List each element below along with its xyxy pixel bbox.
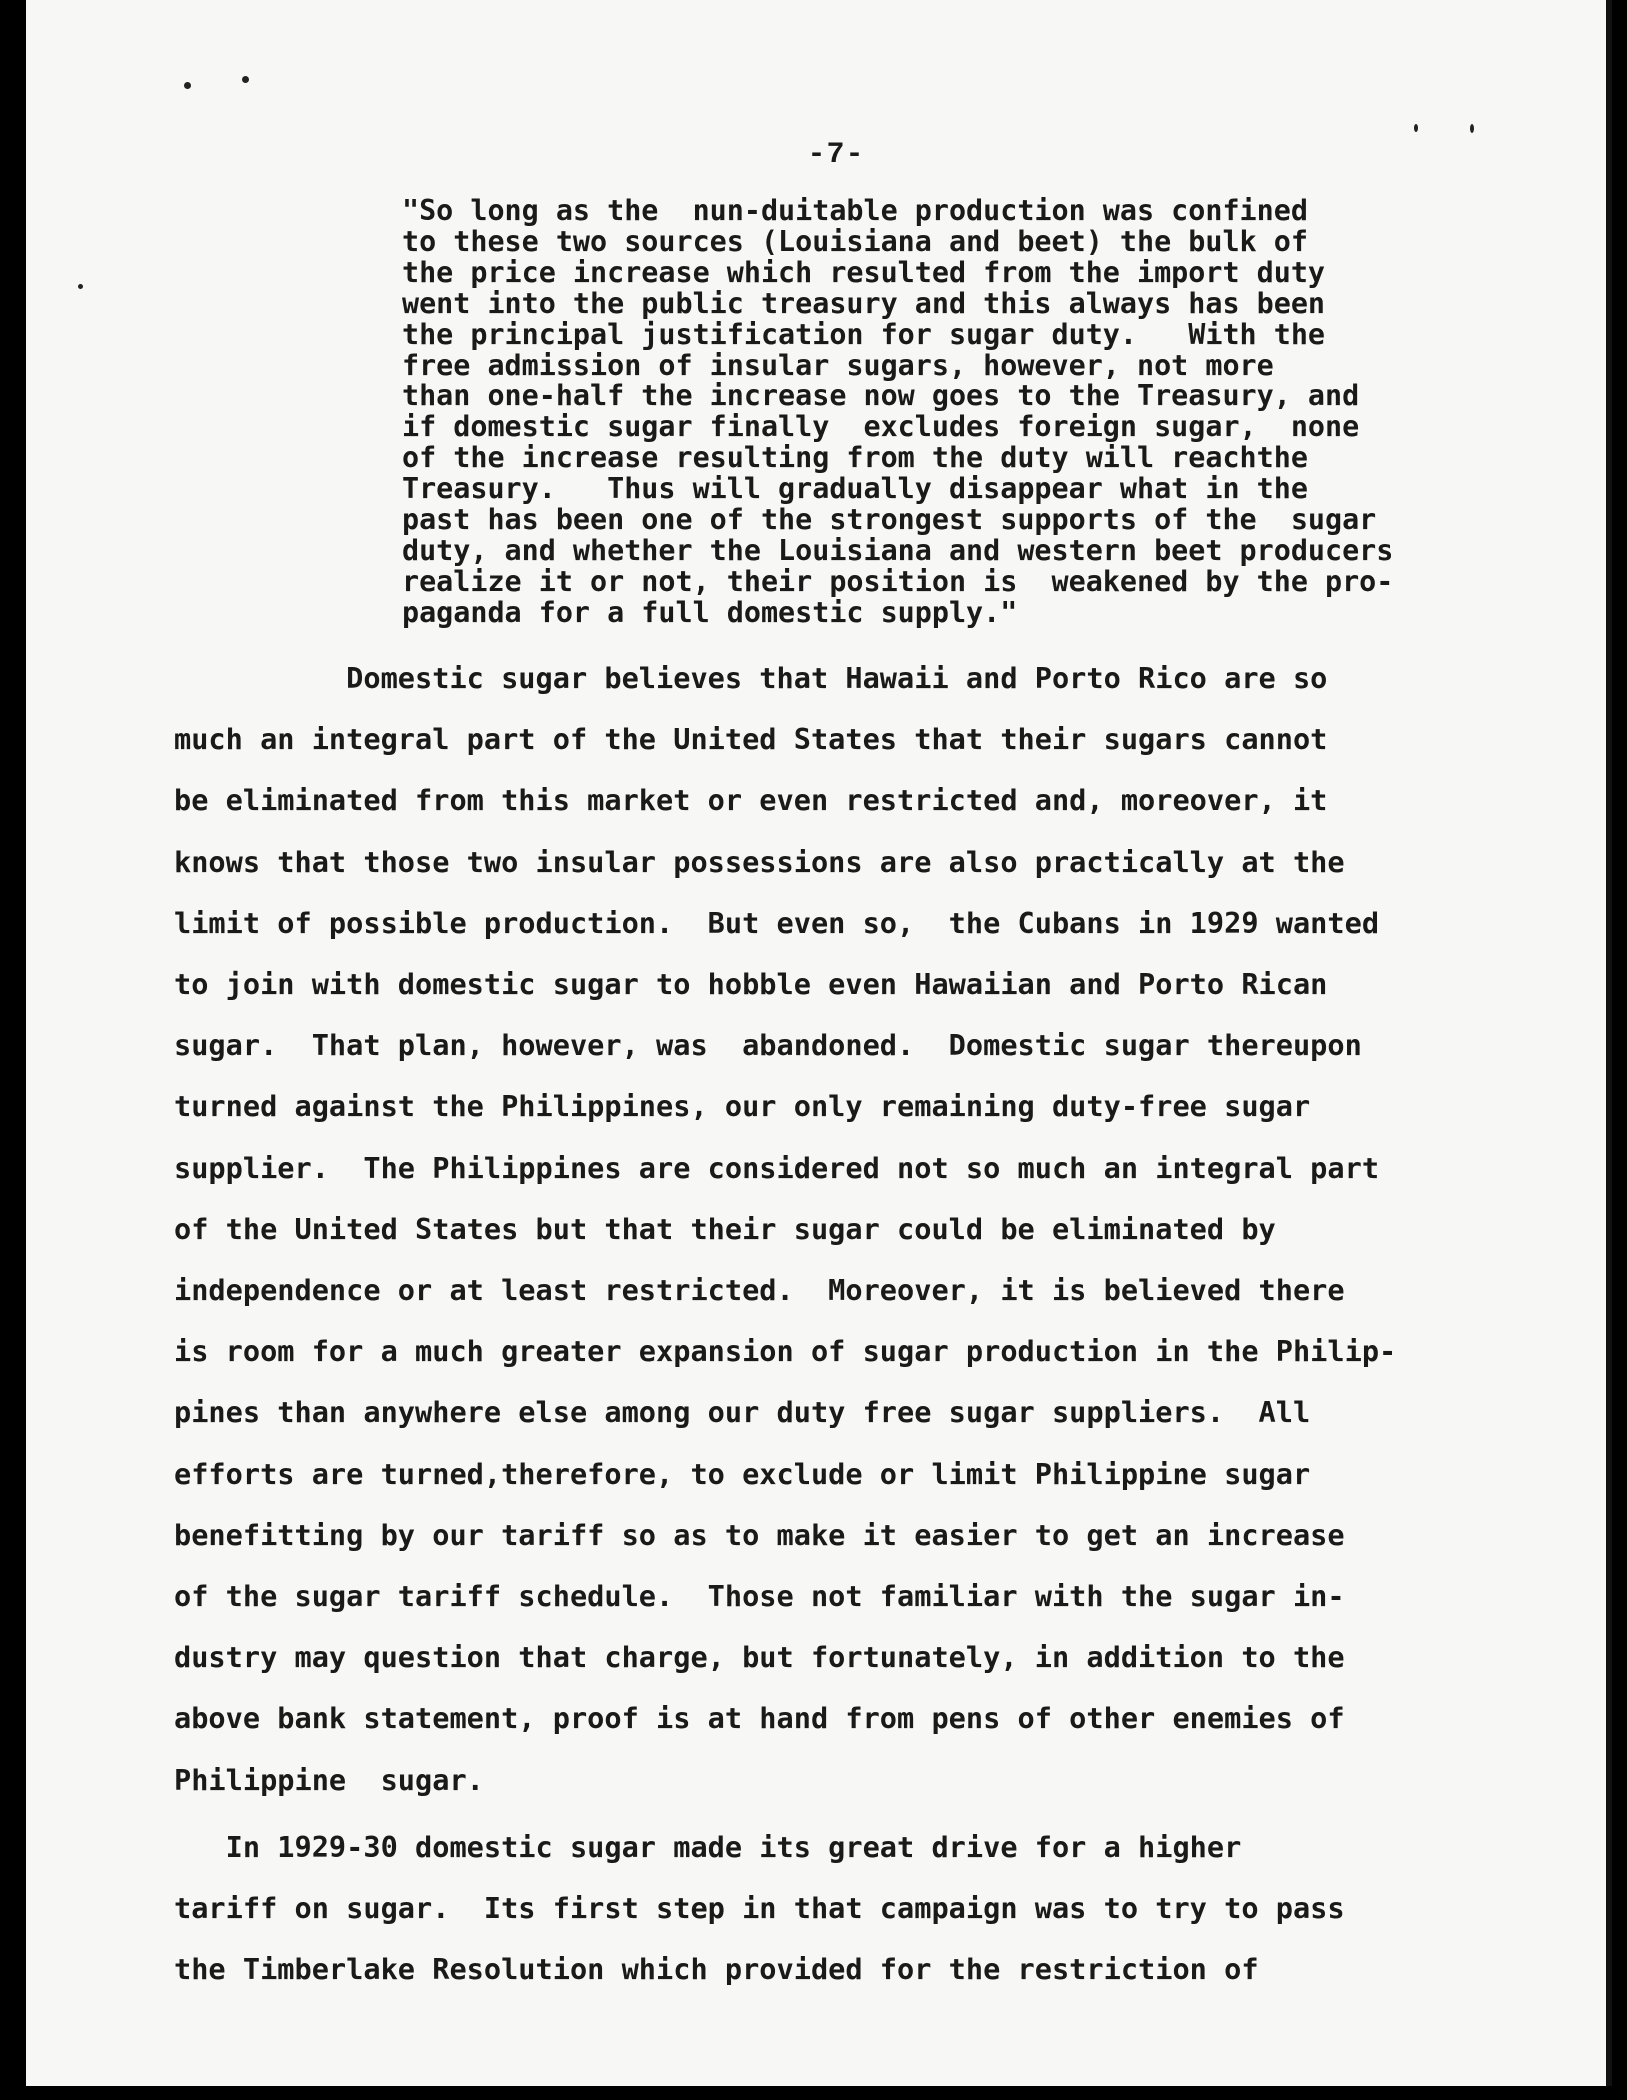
- text-line: knows that those two insular possessions are also practically at the: [174, 844, 1345, 879]
- scan-speck: [1414, 124, 1418, 132]
- text-line: be eliminated from this market or even restricted and, moreover, it: [174, 783, 1328, 818]
- page-number: -7-: [807, 138, 865, 172]
- document-page: [26, 0, 1612, 2086]
- text-line: Philippine sugar.: [174, 1762, 484, 1797]
- text-line: much an integral part of the United States that their sugars cannot: [174, 722, 1328, 757]
- text-line: Domestic sugar believes that Hawaii and Porto Rico are so: [174, 661, 1328, 695]
- quote-line: if domestic sugar finally excludes foreign sugar, none: [402, 410, 1360, 444]
- scan-speck: [78, 284, 83, 289]
- scan-speck: [184, 82, 191, 89]
- scan-speck: [1470, 124, 1474, 133]
- quote-line: free admission of insular sugars, however, not more: [402, 348, 1274, 382]
- text-line: supplier. The Philippines are considered not so much an integral part: [174, 1150, 1380, 1185]
- text-line: sugar. That plan, however, was abandoned. Domestic sugar thereupon: [174, 1028, 1362, 1063]
- text-line: turned against the Philippines, our only remaining duty-free sugar: [174, 1089, 1311, 1124]
- text-line: to join with domestic sugar to hobble even Hawaiian and Porto Rican: [174, 967, 1328, 1002]
- quote-line: went into the public treasury and this always has been: [402, 286, 1326, 320]
- body-paragraph-1: [174, 648, 1554, 1811]
- quote-line: of the increase resulting from the duty will reachthe: [402, 441, 1308, 475]
- quote-line: "So long as the nun-duitable production was confined: [402, 194, 1308, 227]
- text-line: above bank statement, proof is at hand from pens of other enemies of: [174, 1701, 1345, 1736]
- quote-line: realize it or not, their position is weakened by the pro-: [402, 564, 1394, 598]
- quote-line: the price increase which resulted from the import duty: [402, 255, 1326, 289]
- block-quote: [402, 196, 1532, 629]
- text-line: limit of possible production. But even so, the Cubans in 1929 wanted: [174, 905, 1380, 940]
- text-line: pines than anywhere else among our duty free sugar suppliers. All: [174, 1395, 1311, 1430]
- quote-line: past has been one of the strongest supports of the sugar: [402, 503, 1377, 537]
- text-line: benefitting by our tariff so as to make it easier to get an increase: [174, 1517, 1345, 1552]
- body-paragraph-2: [174, 1817, 1554, 2001]
- quote-line: than one-half the increase now goes to the Treasury, and: [402, 379, 1360, 413]
- text-line: dustry may question that charge, but fortunately, in addition to the: [174, 1640, 1345, 1675]
- scan-speck: [242, 76, 249, 83]
- quote-line: duty, and whether the Louisiana and western beet producers: [402, 533, 1394, 567]
- text-line: efforts are turned,therefore, to exclude or limit Philippine sugar: [174, 1456, 1311, 1491]
- text-line: is room for a much greater expansion of sugar production in the Philip-: [174, 1334, 1397, 1369]
- text-line: independence or at least restricted. Moreover, it is believed there: [174, 1273, 1345, 1308]
- quote-line: paganda for a full domestic supply.": [402, 595, 1018, 629]
- text-line: In 1929-30 domestic sugar made its great drive for a higher: [174, 1830, 1242, 1864]
- text-line: tariff on sugar. Its first step in that campaign was to try to pass: [174, 1891, 1345, 1926]
- text-line: of the United States but that their sugar could be eliminated by: [174, 1211, 1276, 1246]
- text-line: the Timberlake Resolution which provided for the restriction of: [174, 1952, 1259, 1987]
- quote-line: to these two sources (Louisiana and beet) the bulk of: [402, 224, 1308, 258]
- quote-line: the principal justification for sugar duty. With the: [402, 317, 1326, 351]
- quote-line: Treasury. Thus will gradually disappear what in the: [402, 472, 1308, 506]
- text-line: of the sugar tariff schedule. Those not familiar with the sugar in-: [174, 1579, 1345, 1614]
